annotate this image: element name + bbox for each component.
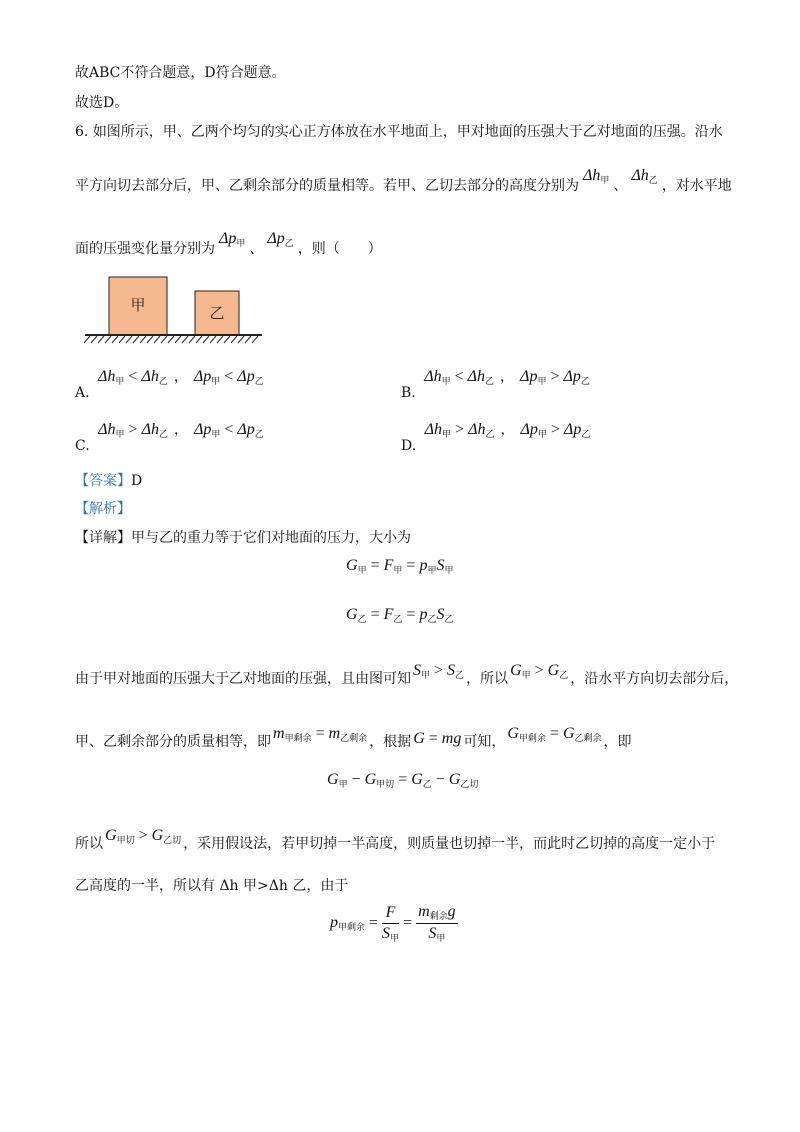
ground-hatching [84,336,258,343]
hatch-stroke [168,336,174,343]
option-b-letter: B. [401,385,416,401]
hatch-stroke [84,336,90,343]
figure [82,272,272,352]
hatch-stroke [175,336,181,343]
detail-text-2b: ，所以 [466,671,509,687]
option-a-h-relation: < [128,368,138,385]
option-a-p-relation: < [224,368,234,385]
figure-svg [82,272,272,352]
dh-yi-symbol: $\Delta h_乙$ [631,167,658,185]
hatch-stroke [231,336,237,343]
option-c-letter: C. [75,438,90,454]
g-compare: $G_甲 > G_乙$ [510,662,569,680]
hatch-stroke [91,336,97,343]
analysis-tag: 【解析】 [75,501,131,517]
m-remain-equal: $m_{甲剩余} = m_{乙剩余}$ [273,725,368,743]
hatch-stroke [182,336,188,343]
detail-text-3b: ，根据 [369,734,412,750]
hatch-stroke [161,336,167,343]
question-text-3c: ，则（ ） [297,241,382,257]
hatch-stroke [147,336,153,343]
detail-text-3a: 甲、乙剩余部分的质量相等，即 [75,734,271,750]
option-d-h-relation: > [455,421,465,438]
detail-line-2 [75,662,739,692]
detail-text-4b: ，采用假设法，若甲切掉一半高度，则质量也切掉一半，而此时乙切掉的高度一定小于 [183,836,716,852]
option-c-p-relation: < [224,421,234,438]
answer-line [75,472,142,490]
answer-tag: 【答案】 [75,473,131,489]
option-b[interactable]: B. $\Delta h_甲 < \Delta h_乙$ ， $\Delta p_甲 > \Delta p_乙$ [401,368,590,401]
fraction-mg-over-s: $\frac{m_{剩余}g}{S_甲}$ [418,903,456,943]
analysis-line [75,500,131,518]
detail-line-3 [75,725,632,755]
hatch-stroke [140,336,146,343]
intro-line-2: 故选D。 [75,95,129,111]
option-a[interactable]: A. $\Delta h_甲 < \Delta h_乙$ ， $\Delta p_甲 < \Delta p_乙$ [75,368,264,401]
dh-jia-symbol: $\Delta h_甲$ [583,167,610,185]
g-cut-compare: $G_{甲切} > G_{乙切}$ [105,827,182,845]
hatch-stroke [224,336,230,343]
hatch-stroke [217,336,223,343]
hatch-stroke [98,336,104,343]
dp-jia-symbol: $\Delta p_甲$ [219,230,246,248]
detail-text-1: 甲与乙的重力等于它们对地面的压力，大小为 [131,530,411,546]
hatch-stroke [210,336,216,343]
formula-g-difference: $G_甲 - G_{甲切} = G_乙 - G_{乙切}$ [327,771,479,789]
fraction-f-over-s: $\frac{F}{S_甲}$ [382,903,400,943]
formula-g-yi: $G_乙 = F_乙 = p_乙S_乙$ [346,606,454,624]
s-compare: $S_甲 > S_乙$ [413,662,465,680]
question-line-2 [75,167,732,199]
detail-text-2c: ，沿水平方向切去部分后， [570,671,739,687]
detail-text-3c: 可知， [463,734,506,750]
hatch-stroke [133,336,139,343]
option-d[interactable]: D. $\Delta h_甲 > \Delta h_乙$ ， $\Delta p_甲 > \Delta p_乙$ [401,421,591,454]
hatch-stroke [112,336,118,343]
formula-g-jia: $G_甲 = F_甲 = p_甲S_甲$ [346,557,454,575]
g-remain-equal: $G_{甲剩余} = G_{乙剩余}$ [507,725,602,743]
hatch-stroke [189,336,195,343]
detail-line-5: 乙高度的一半，所以有 Δh 甲>Δh 乙，由于 [75,878,349,894]
detail-text-4a: 所以 [75,836,103,852]
detail-line-1 [75,529,411,547]
option-b-h-relation: < [454,368,464,385]
g-equals-mg: G = mg [413,730,462,747]
option-b-p-relation: > [550,368,560,385]
option-d-letter: D. [401,438,417,454]
hatch-stroke [252,336,258,343]
question-text-2c: ，对水平地 [661,178,732,194]
question-text-1: 如图所示，甲、乙两个均匀的实心正方体放在水平地面上，甲对地面的压强大于乙对地面的压强。沿水 [92,124,723,140]
block-yi-label: 乙 [209,304,225,322]
option-d-p-relation: > [550,421,560,438]
detail-line-4 [75,827,716,857]
detail-text-3d: ，即 [603,734,632,750]
answer-value: D [131,473,143,489]
intro-line-1: 故ABC不符合题意，D符合题意。 [75,65,286,81]
question-text-2b: 、 [613,178,628,194]
question-text-3a: 面的压强变化量分别为 [75,241,215,257]
option-c[interactable]: C. $\Delta h_甲 > \Delta h_乙$ ， $\Delta p_甲 < \Delta p_乙$ [75,421,264,454]
hatch-stroke [238,336,244,343]
question-line-3 [75,230,382,262]
hatch-stroke [203,336,209,343]
block-jia-label: 甲 [130,296,146,314]
hatch-stroke [105,336,111,343]
hatch-stroke [154,336,160,343]
hatch-stroke [119,336,125,343]
detail-tag: 【详解】 [75,530,131,546]
hatch-stroke [245,336,251,343]
hatch-stroke [196,336,202,343]
formula-p-remain: $p_{甲剩余}$ = $\frac{F}{S_甲}$ = $\frac{m_{剩余}g}{S_甲}$ [330,903,456,943]
detail-text-2a: 由于甲对地面的压强大于乙对地面的压强，且由图可知 [75,671,411,687]
hatch-stroke [126,336,132,343]
question-text-2a: 平方向切去部分后，甲、乙剩余部分的质量相等。若甲、乙切去部分的高度分别为 [75,178,579,194]
question-line-1 [75,123,723,141]
question-text-3b: 、 [249,241,264,257]
dp-yi-symbol: $\Delta p_乙$ [267,230,294,248]
question-number: 6. [75,124,89,140]
option-a-letter: A. [75,385,90,401]
option-c-h-relation: > [128,421,138,438]
